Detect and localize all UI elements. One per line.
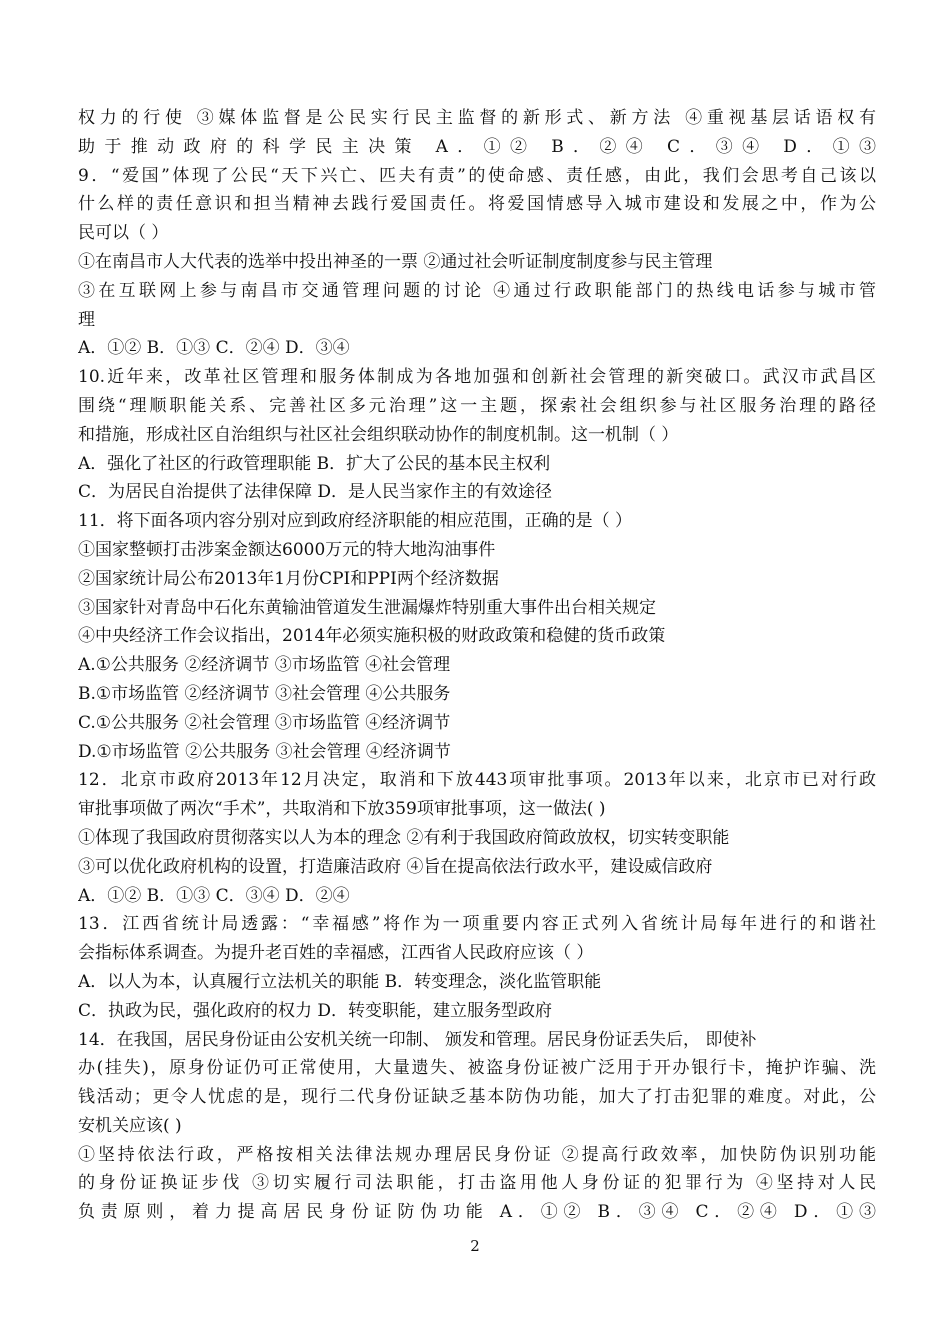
text-line: 会指标体系调查。为提升老百姓的幸福感，江西省人民政府应该（ ） xyxy=(78,943,594,964)
text-line: ④中央经济工作会议指出，2014年必须实施积极的财政政策和稳健的货币政策 xyxy=(78,626,666,647)
text-line: 12．北京市政府2013年12月决定，取消和下放443项审批事项。2013年以来，北京市已对行政 xyxy=(78,770,876,791)
text-line: ①坚持依法行政，严格按相关法律法规办理居民身份证 ②提高行政效率，加快防伪识别功能 xyxy=(78,1144,876,1165)
text-line: 安机关应该( ) xyxy=(78,1115,182,1136)
text-line: A．强化了社区的行政管理职能 B．扩大了公民的基本民主权利 xyxy=(78,453,551,474)
text-line: 办(挂失)，原身份证仍可正常使用，大量遗失、被盗身份证被广泛用于开办银行卡，掩护诈骗、洗 xyxy=(78,1058,876,1079)
text-line: B.①市场监管 ②经济调节 ③社会管理 ④公共服务 xyxy=(78,683,451,704)
text-line: 9．“爱国”体现了公民“天下兴亡、匹夫有责”的使命感、责任感，由此，我们会思考自己该以 xyxy=(78,165,876,186)
text-line: ①在南昌市人大代表的选举中投出神圣的一票 ②通过社会听证制度制度参与民主管理 xyxy=(78,251,713,272)
text-line: A．①② B．①③ C．③④ D．②④ xyxy=(78,885,350,906)
text-line: C．执政为民，强化政府的权力 D．转变职能，建立服务型政府 xyxy=(78,1000,553,1021)
text-line: 13．江西省统计局透露：“幸福感”将作为一项重要内容正式列入省统计局每年进行的和谐社 xyxy=(78,914,876,935)
question-text xyxy=(78,104,876,1227)
text-line: 10.近年来，改革社区管理和服务体制成为各地加强和创新社会管理的新突破口。武汉市武昌区 xyxy=(78,367,876,388)
text-line: ③国家针对青岛中石化东黄输油管道发生泄漏爆炸特别重大事件出台相关规定 xyxy=(78,597,656,618)
text-line: A．以人为本，认真履行立法机关的职能 B．转变理念，淡化监管职能 xyxy=(78,971,602,992)
text-line: 权力的行使 ③媒体监督是公民实行民主监督的新形式、新方法 ④重视基层话语权有 xyxy=(78,108,876,128)
text-line: C．为居民自治提供了法律保障 D．是人民当家作主的有效途径 xyxy=(78,482,553,503)
text-line: ③在互联网上参与南昌市交通管理问题的讨论 ④通过行政职能部门的热线电话参与城市管 xyxy=(78,280,876,301)
text-line: D.①市场监管 ②公共服务 ③社会管理 ④经济调节 xyxy=(78,741,451,762)
text-line: 助于推动政府的科学民主决策 A．①② B．②④ C．③④ D．①③ xyxy=(78,136,876,157)
text-line: 的身份证换证步伐 ③切实履行司法职能，打击盗用他人身份证的犯罪行为 ④坚持对人民 xyxy=(78,1173,876,1194)
text-line: 围绕“理顺职能关系、完善社区多元治理”这一主题，探索社会组织参与社区服务治理的路径 xyxy=(78,395,876,416)
text-line: A．①② B．①③ C．②④ D．③④ xyxy=(78,338,350,359)
text-line: ②国家统计局公布2013年1月份CPI和PPI两个经济数据 xyxy=(78,568,499,589)
text-line: 11．将下面各项内容分别对应到政府经济职能的相应范围，正确的是（ ） xyxy=(78,511,633,532)
text-line: C.①公共服务 ②社会管理 ③市场监管 ④经济调节 xyxy=(78,712,451,733)
text-line: ①国家整顿打击涉案金额达6000万元的特大地沟油事件 xyxy=(78,539,496,560)
text-line: ③可以优化政府机构的设置，打造廉洁政府 ④旨在提高依法行政水平，建设威信政府 xyxy=(78,856,713,877)
page-number: 2 xyxy=(470,1237,480,1255)
text-line: 民可以（ ） xyxy=(78,223,169,244)
text-line: 负责原则，着力提高居民身份证防伪功能 A．①② B．③④ C．②④ D．①③ xyxy=(78,1202,876,1223)
text-line: 理 xyxy=(78,309,95,330)
text-line: 什么样的责任意识和担当精神去践行爱国责任。将爱国情感导入城市建设和发展之中，作为公 xyxy=(78,194,876,215)
text-line: ①体现了我国政府贯彻落实以人为本的理念 ②有利于我国政府简政放权，切实转变职能 xyxy=(78,827,730,848)
text-line: A.①公共服务 ②经济调节 ③市场监管 ④社会管理 xyxy=(78,655,451,676)
text-line: 审批事项做了两次“手术”，共取消和下放359项审批事项，这一做法( ) xyxy=(78,799,606,820)
text-line: 钱活动；更令人忧虑的是，现行二代身份证缺乏基本防伪功能，加大了打击犯罪的难度。对此，公 xyxy=(78,1087,876,1108)
text-line: 14．在我国，居民身份证由公安机关统一印制、 颁发和管理。居民身份证丢失后， 即使补 xyxy=(78,1029,757,1050)
text-line: 和措施，形成社区自治组织与社区社会组织联动协作的制度机制。这一机制（ ） xyxy=(78,424,679,445)
